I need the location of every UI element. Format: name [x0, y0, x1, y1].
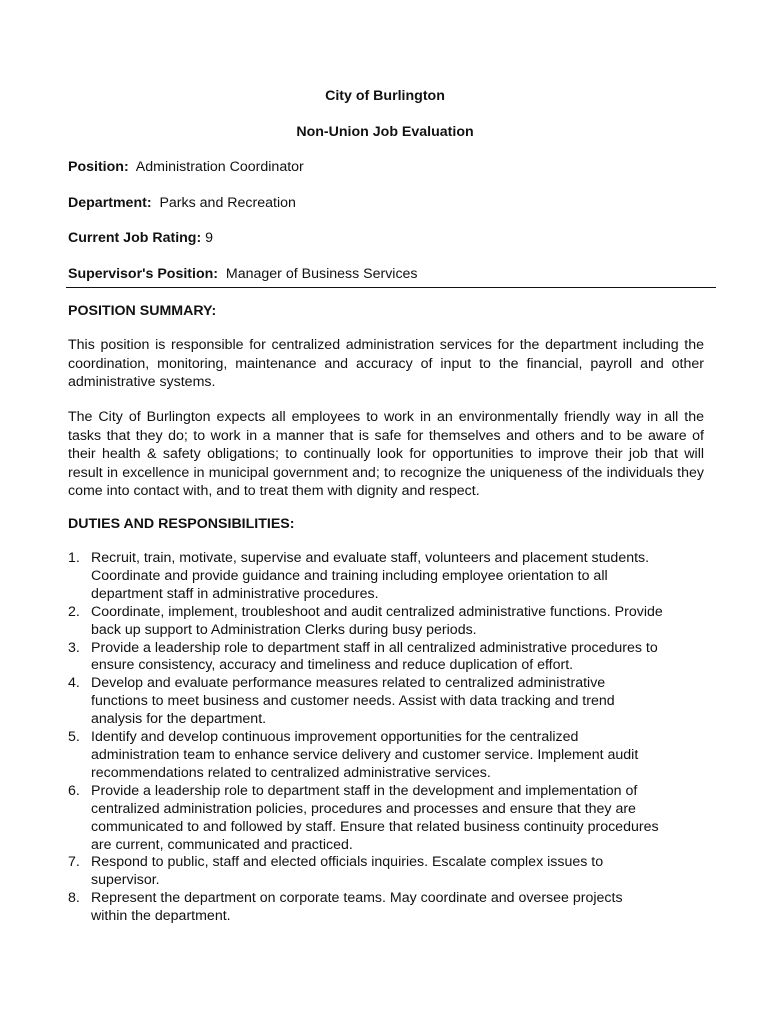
duties-heading: DUTIES AND RESPONSIBILITIES:: [68, 516, 295, 532]
duty-text-line: recommendations related to centralized administrative services.: [91, 764, 491, 781]
department-label: Department:: [68, 195, 152, 211]
duty-text-line: Identify and develop continuous improvement opportunities for the centralized: [91, 729, 579, 746]
supervisor-value: Manager of Business Services: [225, 266, 418, 282]
duties-list: [68, 550, 708, 926]
duty-text-line: within the department.: [91, 908, 231, 925]
duty-item: [68, 550, 708, 604]
duty-number: 4.: [68, 675, 80, 692]
duty-text-line: Provide a leadership role to department staff in the development and implementation of: [91, 782, 638, 799]
duty-item: [68, 640, 708, 676]
position-label: Position:: [68, 159, 129, 175]
job-rating-value: 9: [205, 230, 214, 246]
duty-item: [68, 729, 708, 783]
duty-item: [68, 604, 708, 640]
duty-text-line: Respond to public, staff and elected officials inquiries. Escalate complex issues to: [91, 854, 604, 871]
summary-paragraph: This position is responsible for centralized administration services for the department including the coordination, monitoring, maintenance and accuracy of input to the financial, payroll and other administrative systems.: [68, 337, 704, 391]
duty-text-line: Develop and evaluate performance measures related to centralized administrative: [91, 675, 606, 692]
position-value: Administration Coordinator: [135, 159, 304, 175]
duty-number: 6.: [68, 782, 80, 799]
duty-text-line: Provide a leadership role to department staff in all centralized administrative procedures to: [91, 639, 658, 656]
job-rating-label: Current Job Rating:: [68, 230, 202, 246]
duty-item: [68, 890, 708, 926]
duty-text-line: centralized administration policies, procedures and processes and ensure that they are: [91, 800, 636, 817]
duty-number: 3.: [68, 639, 80, 656]
duty-text-line: department staff in administrative procedures.: [91, 585, 379, 602]
duty-text-line: supervisor.: [91, 872, 160, 889]
position-summary-heading: POSITION SUMMARY:: [68, 303, 217, 319]
duty-text-line: back up support to Administration Clerks during busy periods.: [91, 621, 477, 638]
duty-text-line: Coordinate and provide guidance and training including employee orientation to all: [91, 567, 608, 584]
duty-text-line: Represent the department on corporate teams. May coordinate and oversee projects: [91, 890, 623, 907]
duty-number: 8.: [68, 890, 80, 907]
position-field: [68, 159, 304, 175]
duty-item: [68, 675, 708, 729]
duty-number: 1.: [68, 550, 80, 566]
duty-number: 7.: [68, 854, 80, 871]
duty-text-line: Recruit, train, motivate, supervise and evaluate staff, volunteers and placement students.: [91, 550, 650, 566]
duty-item: [68, 783, 708, 855]
department-field: [68, 195, 296, 211]
duty-text-line: analysis for the department.: [91, 711, 267, 728]
document-title: Non-Union Job Evaluation: [296, 124, 474, 140]
duty-text-line: administration team to enhance service delivery and customer service. Implement audit: [91, 746, 639, 763]
header-divider: [66, 287, 716, 288]
duty-text-line: functions to meet business and customer needs. Assist with data tracking and trend: [91, 693, 615, 710]
duty-number: 2.: [68, 603, 80, 620]
org-title: City of Burlington: [325, 88, 445, 104]
environment-paragraph: The City of Burlington expects all employees to work in an environmentally friendly way in all the tasks that they do; to work in a manner that is safe for themselves and others and to be aware of their health & safety obligations; to continually look for opportunities to improve their job that will result in excellence in municipal government and; to recognize the uniqueness of the individuals they come into contact with, and to treat them with dignity and respect.: [68, 409, 704, 500]
duty-text-line: ensure consistency, accuracy and timeliness and reduce duplication of effort.: [91, 657, 574, 674]
duty-text-line: are current, communicated and practiced.: [91, 836, 353, 853]
department-value: Parks and Recreation: [159, 195, 296, 211]
supervisor-label: Supervisor's Position:: [68, 266, 219, 282]
supervisor-field: [68, 266, 418, 282]
duty-text-line: communicated to and followed by staff. Ensure that related business continuity procedures: [91, 818, 659, 835]
duty-number: 5.: [68, 729, 80, 746]
duty-item: [68, 854, 708, 890]
duty-text-line: Coordinate, implement, troubleshoot and audit centralized administrative functions. Provide: [91, 603, 663, 620]
job-rating-field: [68, 230, 213, 246]
